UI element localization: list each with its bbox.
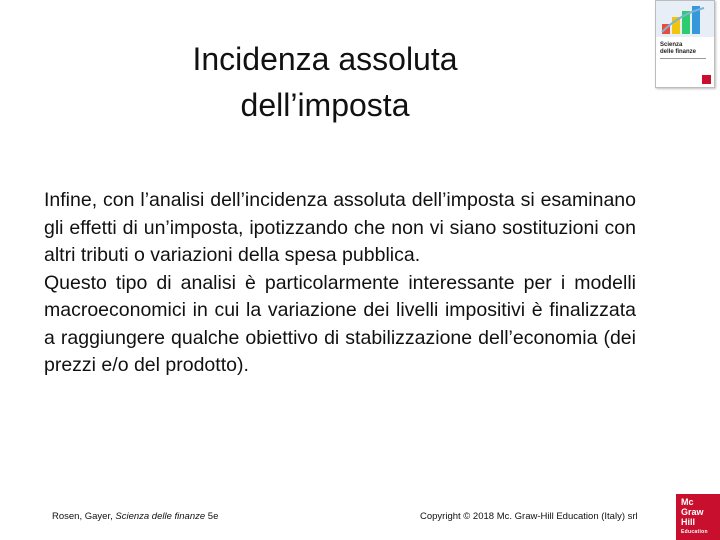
- cover-publisher-logo-icon: [702, 75, 711, 84]
- cover-title: [660, 42, 710, 56]
- slide-body: [44, 187, 636, 380]
- cover-title-line1: Scienza: [660, 42, 683, 48]
- paragraph-1-lead: Infine, con l’analisi: [44, 189, 211, 211]
- footer-citation-edition: 5e: [205, 511, 219, 522]
- cover-divider: [660, 58, 706, 59]
- slide-title-line1: Incidenza assoluta: [192, 41, 458, 77]
- footer-copyright: Copyright © 2018 Mc. Graw-Hill Education (Italy) srl: [420, 511, 638, 522]
- cover-chart-icon: [660, 4, 710, 36]
- paragraph-2: Questo tipo di analisi è particolarmente interessante per i modelli macroeconomici in cui la variazione dei livelli impositivi è finalizzata a raggiungere qualche obiettivo di stabilizzazione dell’economia (dei prezzi e/o del prodotto).: [44, 271, 636, 376]
- book-cover-thumbnail: [655, 0, 715, 88]
- logo-line4: Education: [681, 529, 708, 535]
- logo-line2: Graw: [681, 507, 704, 517]
- logo-line1: Mc: [681, 497, 694, 507]
- slide-title-line2: dell’imposta: [240, 87, 410, 123]
- footer-citation-book-title: Scienza delle finanze: [115, 511, 206, 522]
- paragraph-1: [44, 187, 636, 270]
- paragraph-1-rest: si esaminano gli effetti di un’imposta, ipotizzando che non vi siano sostituzioni con altri tributi o variazioni della spesa pubblica.: [44, 189, 636, 266]
- paragraph-1-emphasis: dell’incidenza assoluta dell’imposta: [210, 189, 515, 211]
- logo-line3: Hill: [681, 517, 696, 527]
- slide-title: [95, 36, 555, 128]
- mcgraw-hill-logo: [676, 494, 720, 540]
- cover-title-line2: delle finanze: [660, 49, 697, 55]
- footer-citation-prefix: Rosen, Gayer,: [52, 511, 116, 522]
- footer-citation: [52, 511, 218, 522]
